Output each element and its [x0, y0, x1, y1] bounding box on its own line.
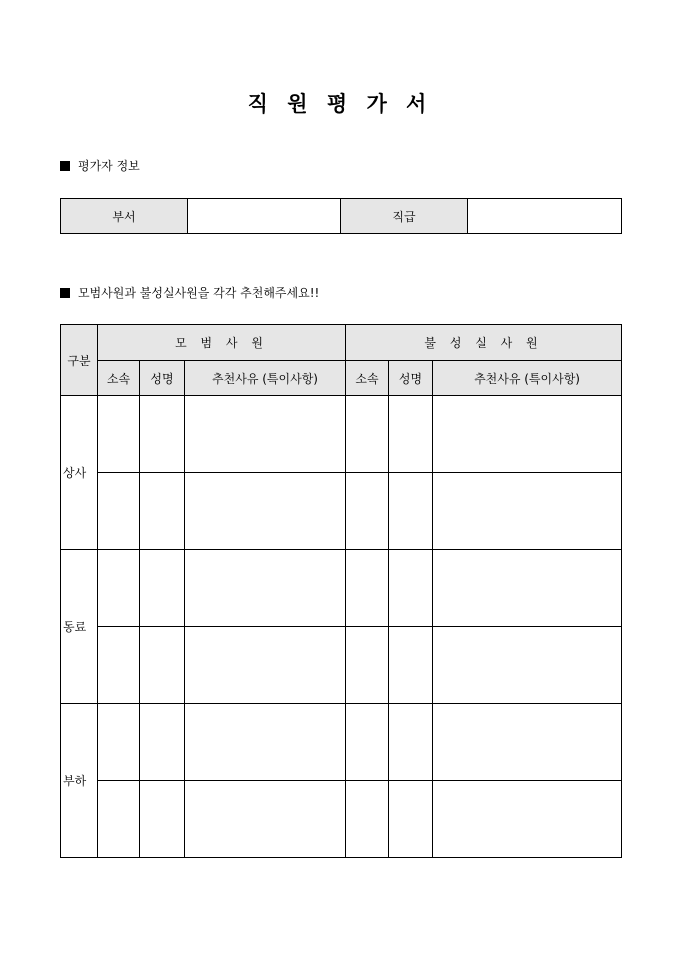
- column-header-name: 성명: [389, 361, 433, 396]
- unfaithful-name-cell[interactable]: [389, 396, 433, 473]
- column-header-name: 성명: [140, 361, 185, 396]
- model-reason-cell[interactable]: [185, 550, 346, 627]
- position-label: 직급: [341, 199, 468, 234]
- recommend-section-label: 모범사원과 불성실사원을 각각 추천해주세요!!: [78, 286, 320, 300]
- model-name-cell[interactable]: [140, 473, 185, 550]
- unfaithful-reason-cell[interactable]: [433, 396, 622, 473]
- column-header-reason: 추천사유 (특이사항): [433, 361, 622, 396]
- square-bullet-icon: [60, 288, 70, 298]
- unfaithful-affiliation-cell[interactable]: [346, 704, 389, 781]
- category-header: 구분: [61, 325, 98, 396]
- category-superior: 상사: [61, 396, 98, 550]
- model-affiliation-cell[interactable]: [98, 473, 140, 550]
- recommend-section-heading: [60, 284, 319, 301]
- unfaithful-name-cell[interactable]: [389, 550, 433, 627]
- recommendation-table: [60, 324, 622, 858]
- category-subordinate: 부하: [61, 704, 98, 858]
- evaluator-section-label: 평가자 정보: [78, 159, 140, 173]
- column-header-affiliation: 소속: [98, 361, 140, 396]
- table-row: [61, 704, 622, 781]
- unfaithful-affiliation-cell[interactable]: [346, 627, 389, 704]
- column-header-reason: 추천사유 (특이사항): [185, 361, 346, 396]
- table-row: [61, 473, 622, 550]
- model-reason-cell[interactable]: [185, 396, 346, 473]
- department-label: 부서: [61, 199, 188, 234]
- unfaithful-affiliation-cell[interactable]: [346, 473, 389, 550]
- unfaithful-affiliation-cell[interactable]: [346, 396, 389, 473]
- evaluator-section-heading: [60, 157, 140, 174]
- unfaithful-reason-cell[interactable]: [433, 627, 622, 704]
- model-reason-cell[interactable]: [185, 704, 346, 781]
- document-title: 직 원 평 가 서: [247, 91, 433, 116]
- model-reason-cell[interactable]: [185, 781, 346, 858]
- table-row: [61, 627, 622, 704]
- unfaithful-name-cell[interactable]: [389, 704, 433, 781]
- unfaithful-reason-cell[interactable]: [433, 781, 622, 858]
- model-affiliation-cell[interactable]: [98, 550, 140, 627]
- unfaithful-name-cell[interactable]: [389, 627, 433, 704]
- unfaithful-name-cell[interactable]: [389, 781, 433, 858]
- model-name-cell[interactable]: [140, 704, 185, 781]
- unfaithful-affiliation-cell[interactable]: [346, 550, 389, 627]
- unfaithful-reason-cell[interactable]: [433, 473, 622, 550]
- model-reason-cell[interactable]: [185, 473, 346, 550]
- model-affiliation-cell[interactable]: [98, 781, 140, 858]
- evaluator-info-table: [60, 198, 622, 234]
- model-affiliation-cell[interactable]: [98, 627, 140, 704]
- category-colleague: 동료: [61, 550, 98, 704]
- unfaithful-reason-cell[interactable]: [433, 550, 622, 627]
- unfaithful-employee-header: 불 성 실 사 원: [346, 325, 622, 361]
- unfaithful-name-cell[interactable]: [389, 473, 433, 550]
- table-row: [61, 396, 622, 473]
- model-name-cell[interactable]: [140, 550, 185, 627]
- unfaithful-affiliation-cell[interactable]: [346, 781, 389, 858]
- model-name-cell[interactable]: [140, 781, 185, 858]
- model-name-cell[interactable]: [140, 396, 185, 473]
- department-field[interactable]: [188, 199, 341, 234]
- column-header-affiliation: 소속: [346, 361, 389, 396]
- table-row: [61, 550, 622, 627]
- model-affiliation-cell[interactable]: [98, 704, 140, 781]
- model-affiliation-cell[interactable]: [98, 396, 140, 473]
- position-field[interactable]: [468, 199, 622, 234]
- square-bullet-icon: [60, 161, 70, 171]
- model-name-cell[interactable]: [140, 627, 185, 704]
- model-reason-cell[interactable]: [185, 627, 346, 704]
- table-row: [61, 781, 622, 858]
- model-employee-header: 모 범 사 원: [98, 325, 346, 361]
- unfaithful-reason-cell[interactable]: [433, 704, 622, 781]
